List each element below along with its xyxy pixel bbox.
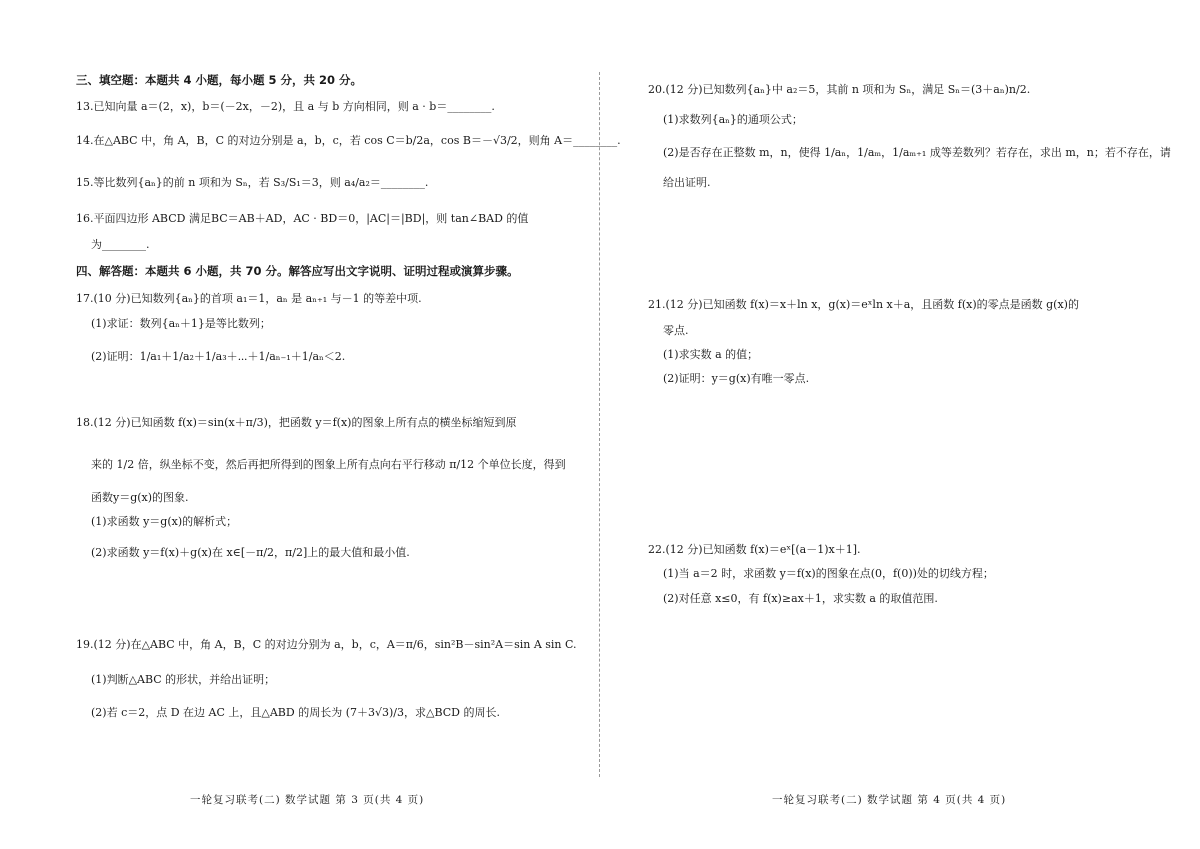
question-20-part-2: (2)是否存在正整数 m，n，使得 1/aₙ，1/aₘ，1/aₘ₊₁ 成等差数列？若存在，求出 m，n；若不存在，请 <box>663 146 1171 159</box>
question-20-continued: 给出证明. <box>663 176 711 189</box>
question-20: 20.(12 分)已知数列{aₙ}中 a₂＝5，其前 n 项和为 Sₙ，满足 Sₙ＝(3＋aₙ)n/2. <box>648 83 1031 96</box>
question-22-part-2: (2)对任意 x≤0，有 f(x)≥ax＋1，求实数 a 的取值范围. <box>663 592 938 605</box>
question-14: 14.在△ABC 中，角 A，B，C 的对边分别是 a，b，c，若 cos C＝b/2a，cos B＝－√3/2，则角 A＝________. <box>76 134 621 147</box>
question-21-part-1: (1)求实数 a 的值； <box>663 348 759 361</box>
question-19-part-2: (2)若 c＝2，点 D 在边 AC 上，且△ABD 的周长为 (7＋3√3)/3，求△BCD 的周长. <box>91 706 500 719</box>
question-18-part-1: (1)求函数 y＝g(x)的解析式； <box>91 515 238 528</box>
question-20-part-1: (1)求数列{aₙ}的通项公式； <box>663 113 803 126</box>
question-16: 16.平面四边形 ABCD 满足BC＝AB＋AD，AC · BD＝0，|AC|＝|BD|，则 tan∠BAD 的值 <box>76 212 529 225</box>
question-19-part-1: (1)判断△ABC 的形状，并给出证明； <box>91 673 276 686</box>
question-13: 13.已知向量 a＝(2，x)，b＝(－2x，－2)，且 a 与 b 方向相同，则 a · b＝________. <box>76 100 495 113</box>
question-18-line-3: 函数y＝g(x)的图象. <box>91 491 189 504</box>
question-22-part-1: (1)当 a＝2 时，求函数 y＝f(x)的图象在点(0，f(0))处的切线方程； <box>663 567 994 580</box>
page-4-footer: 一轮复习联考(二) 数学试题 第 4 页(共 4 页) <box>772 794 1007 806</box>
section-header-fill-in: 三、填空题：本题共 4 小题，每小题 5 分，共 20 分。 <box>76 73 363 87</box>
question-18: 18.(12 分)已知函数 f(x)＝sin(x＋π/3)，把函数 y＝f(x)的图象上所有点的横坐标缩短到原 <box>76 416 517 429</box>
question-15: 15.等比数列{aₙ}的前 n 项和为 Sₙ，若 S₃/S₁＝3，则 a₄/a₂＝________. <box>76 176 429 189</box>
page-3-footer: 一轮复习联考(二) 数学试题 第 3 页(共 4 页) <box>190 794 425 806</box>
question-22: 22.(12 分)已知函数 f(x)＝eˣ[(a－1)x＋1]. <box>648 543 861 556</box>
question-16-continued: 为________. <box>91 238 150 251</box>
page-4 <box>600 0 1200 849</box>
question-21-line-2: 零点. <box>663 324 689 337</box>
question-17-part-1: (1)求证：数列{aₙ＋1}是等比数列； <box>91 317 271 330</box>
question-17-part-2: (2)证明：1/a₁＋1/a₂＋1/a₃＋⋯＋1/aₙ₋₁＋1/aₙ＜2. <box>91 350 346 363</box>
question-18-part-2: (2)求函数 y＝f(x)＋g(x)在 x∈[－π/2，π/2]上的最大值和最小值. <box>91 546 410 559</box>
question-21: 21.(12 分)已知函数 f(x)＝x＋ln x，g(x)＝eˣln x＋a，且函数 f(x)的零点是函数 g(x)的 <box>648 298 1079 311</box>
question-19: 19.(12 分)在△ABC 中，角 A，B，C 的对边分别为 a，b，c，A＝π/6，sin²B－sin²A＝sin A sin C. <box>76 638 577 651</box>
question-21-part-2: (2)证明：y＝g(x)有唯一零点. <box>663 372 810 385</box>
section-header-answer: 四、解答题：本题共 6 小题，共 70 分。解答应写出文字说明、证明过程或演算步骤。 <box>76 264 519 278</box>
question-17: 17.(10 分)已知数列{aₙ}的首项 a₁＝1，aₙ 是 aₙ₊₁ 与－1 的等差中项. <box>76 292 422 305</box>
question-18-line-2: 来的 1/2 倍，纵坐标不变，然后再把所得到的图象上所有点向右平行移动 π/12 个单位长度，得到 <box>91 458 566 471</box>
